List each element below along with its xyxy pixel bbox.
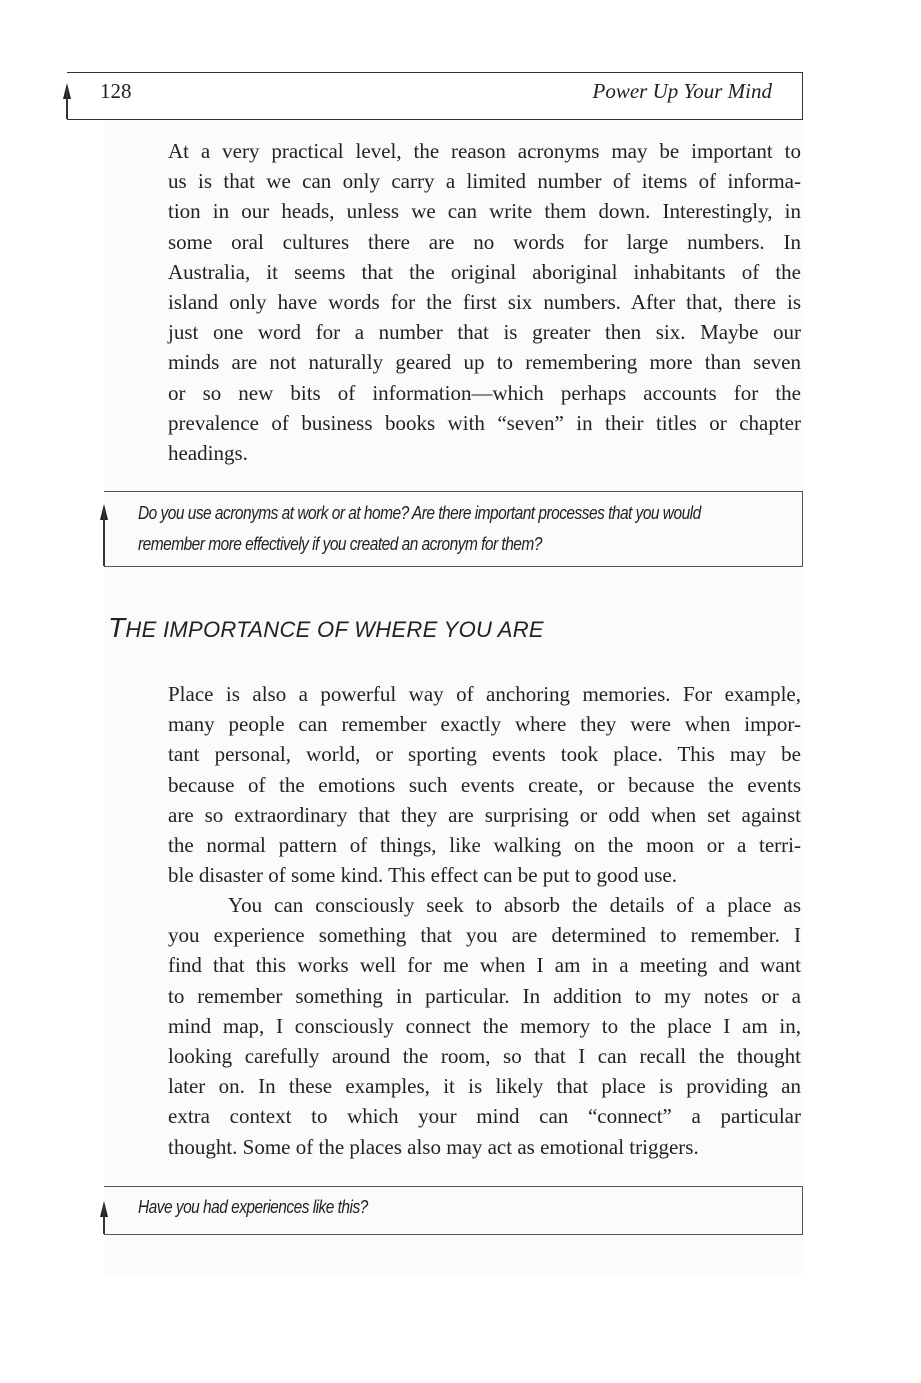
text-line: are so extraordinary that they are surprising or odd when set against bbox=[168, 802, 801, 827]
text-line: ble disaster of some kind. This effect can be put to good use. bbox=[168, 863, 677, 888]
text-line: Australia, it seems that the original aboriginal inhabitants of the bbox=[168, 259, 801, 284]
text-line: tant personal, world, or sporting events took place. This may be bbox=[168, 742, 801, 767]
text-line: prevalence of business books with “seven” in their titles or chapter bbox=[168, 410, 801, 435]
paragraph-1 bbox=[168, 136, 801, 468]
text-line: Have you had experiences like this? bbox=[138, 1197, 368, 1217]
text-line: find that this works well for me when I am in a meeting and want bbox=[168, 953, 801, 978]
text-line: Do you use acronyms at work or at home? Are there important processes that you would bbox=[138, 503, 701, 523]
callout-text bbox=[138, 498, 701, 560]
page-number: 128 bbox=[100, 79, 132, 103]
heading-rest: HE IMPORTANCE OF WHERE YOU ARE bbox=[125, 617, 544, 642]
text-line: us is that we can only carry a limited number of items of informa- bbox=[168, 169, 801, 194]
text-line: Place is also a powerful way of anchoring memories. For example, bbox=[168, 682, 801, 706]
text-line: thought. Some of the places also may act as emotional triggers. bbox=[168, 1134, 699, 1159]
text-line: many people can remember exactly where they were when impor- bbox=[168, 712, 801, 737]
running-head: Power Up Your Mind bbox=[592, 79, 772, 103]
text-line: mind map, I consciously connect the memory to the place I am in, bbox=[168, 1013, 801, 1038]
reflection-callout-1 bbox=[104, 491, 803, 567]
section-heading bbox=[108, 612, 544, 644]
text-line: because of the emotions such events create, or because the events bbox=[168, 772, 801, 797]
text-line: some oral cultures there are no words for large numbers. In bbox=[168, 229, 801, 254]
arrow-up-icon bbox=[100, 504, 108, 566]
text-line: or so new bits of information—which perhaps accounts for the bbox=[168, 380, 801, 405]
page-header bbox=[67, 72, 803, 120]
text-line: remember more effectively if you created an acronym for them? bbox=[138, 534, 542, 554]
text-line: just one word for a number that is greater then six. Maybe our bbox=[168, 320, 801, 345]
text-line: island only have words for the first six numbers. After that, there is bbox=[168, 289, 801, 314]
text-line: to remember something in particular. In addition to my notes or a bbox=[168, 983, 801, 1008]
text-line: headings. bbox=[168, 440, 248, 465]
text-line: You can consciously seek to absorb the details of a place as bbox=[228, 893, 801, 917]
text-line: looking carefully around the room, so that I can recall the thought bbox=[168, 1043, 801, 1068]
paragraph-2 bbox=[168, 679, 801, 890]
paragraph-3 bbox=[168, 890, 801, 1162]
text-line: you experience something that you are determined to remember. I bbox=[168, 923, 801, 948]
text-line: later on. In these examples, it is likely that place is providing an bbox=[168, 1074, 801, 1099]
text-line: tion in our heads, unless we can write them down. Interestingly, in bbox=[168, 199, 801, 224]
text-line: At a very practical level, the reason acronyms may be important to bbox=[168, 139, 801, 163]
heading-initial: T bbox=[108, 612, 126, 643]
text-line: the normal pattern of things, like walking on the moon or a terri- bbox=[168, 832, 801, 857]
text-line: minds are not naturally geared up to remembering more than seven bbox=[168, 350, 801, 375]
arrow-up-icon bbox=[63, 83, 71, 119]
arrow-up-icon bbox=[100, 1201, 108, 1234]
reflection-callout-2 bbox=[104, 1186, 803, 1235]
callout-text bbox=[138, 1192, 368, 1223]
text-line: extra context to which your mind can “connect” a particular bbox=[168, 1104, 801, 1129]
